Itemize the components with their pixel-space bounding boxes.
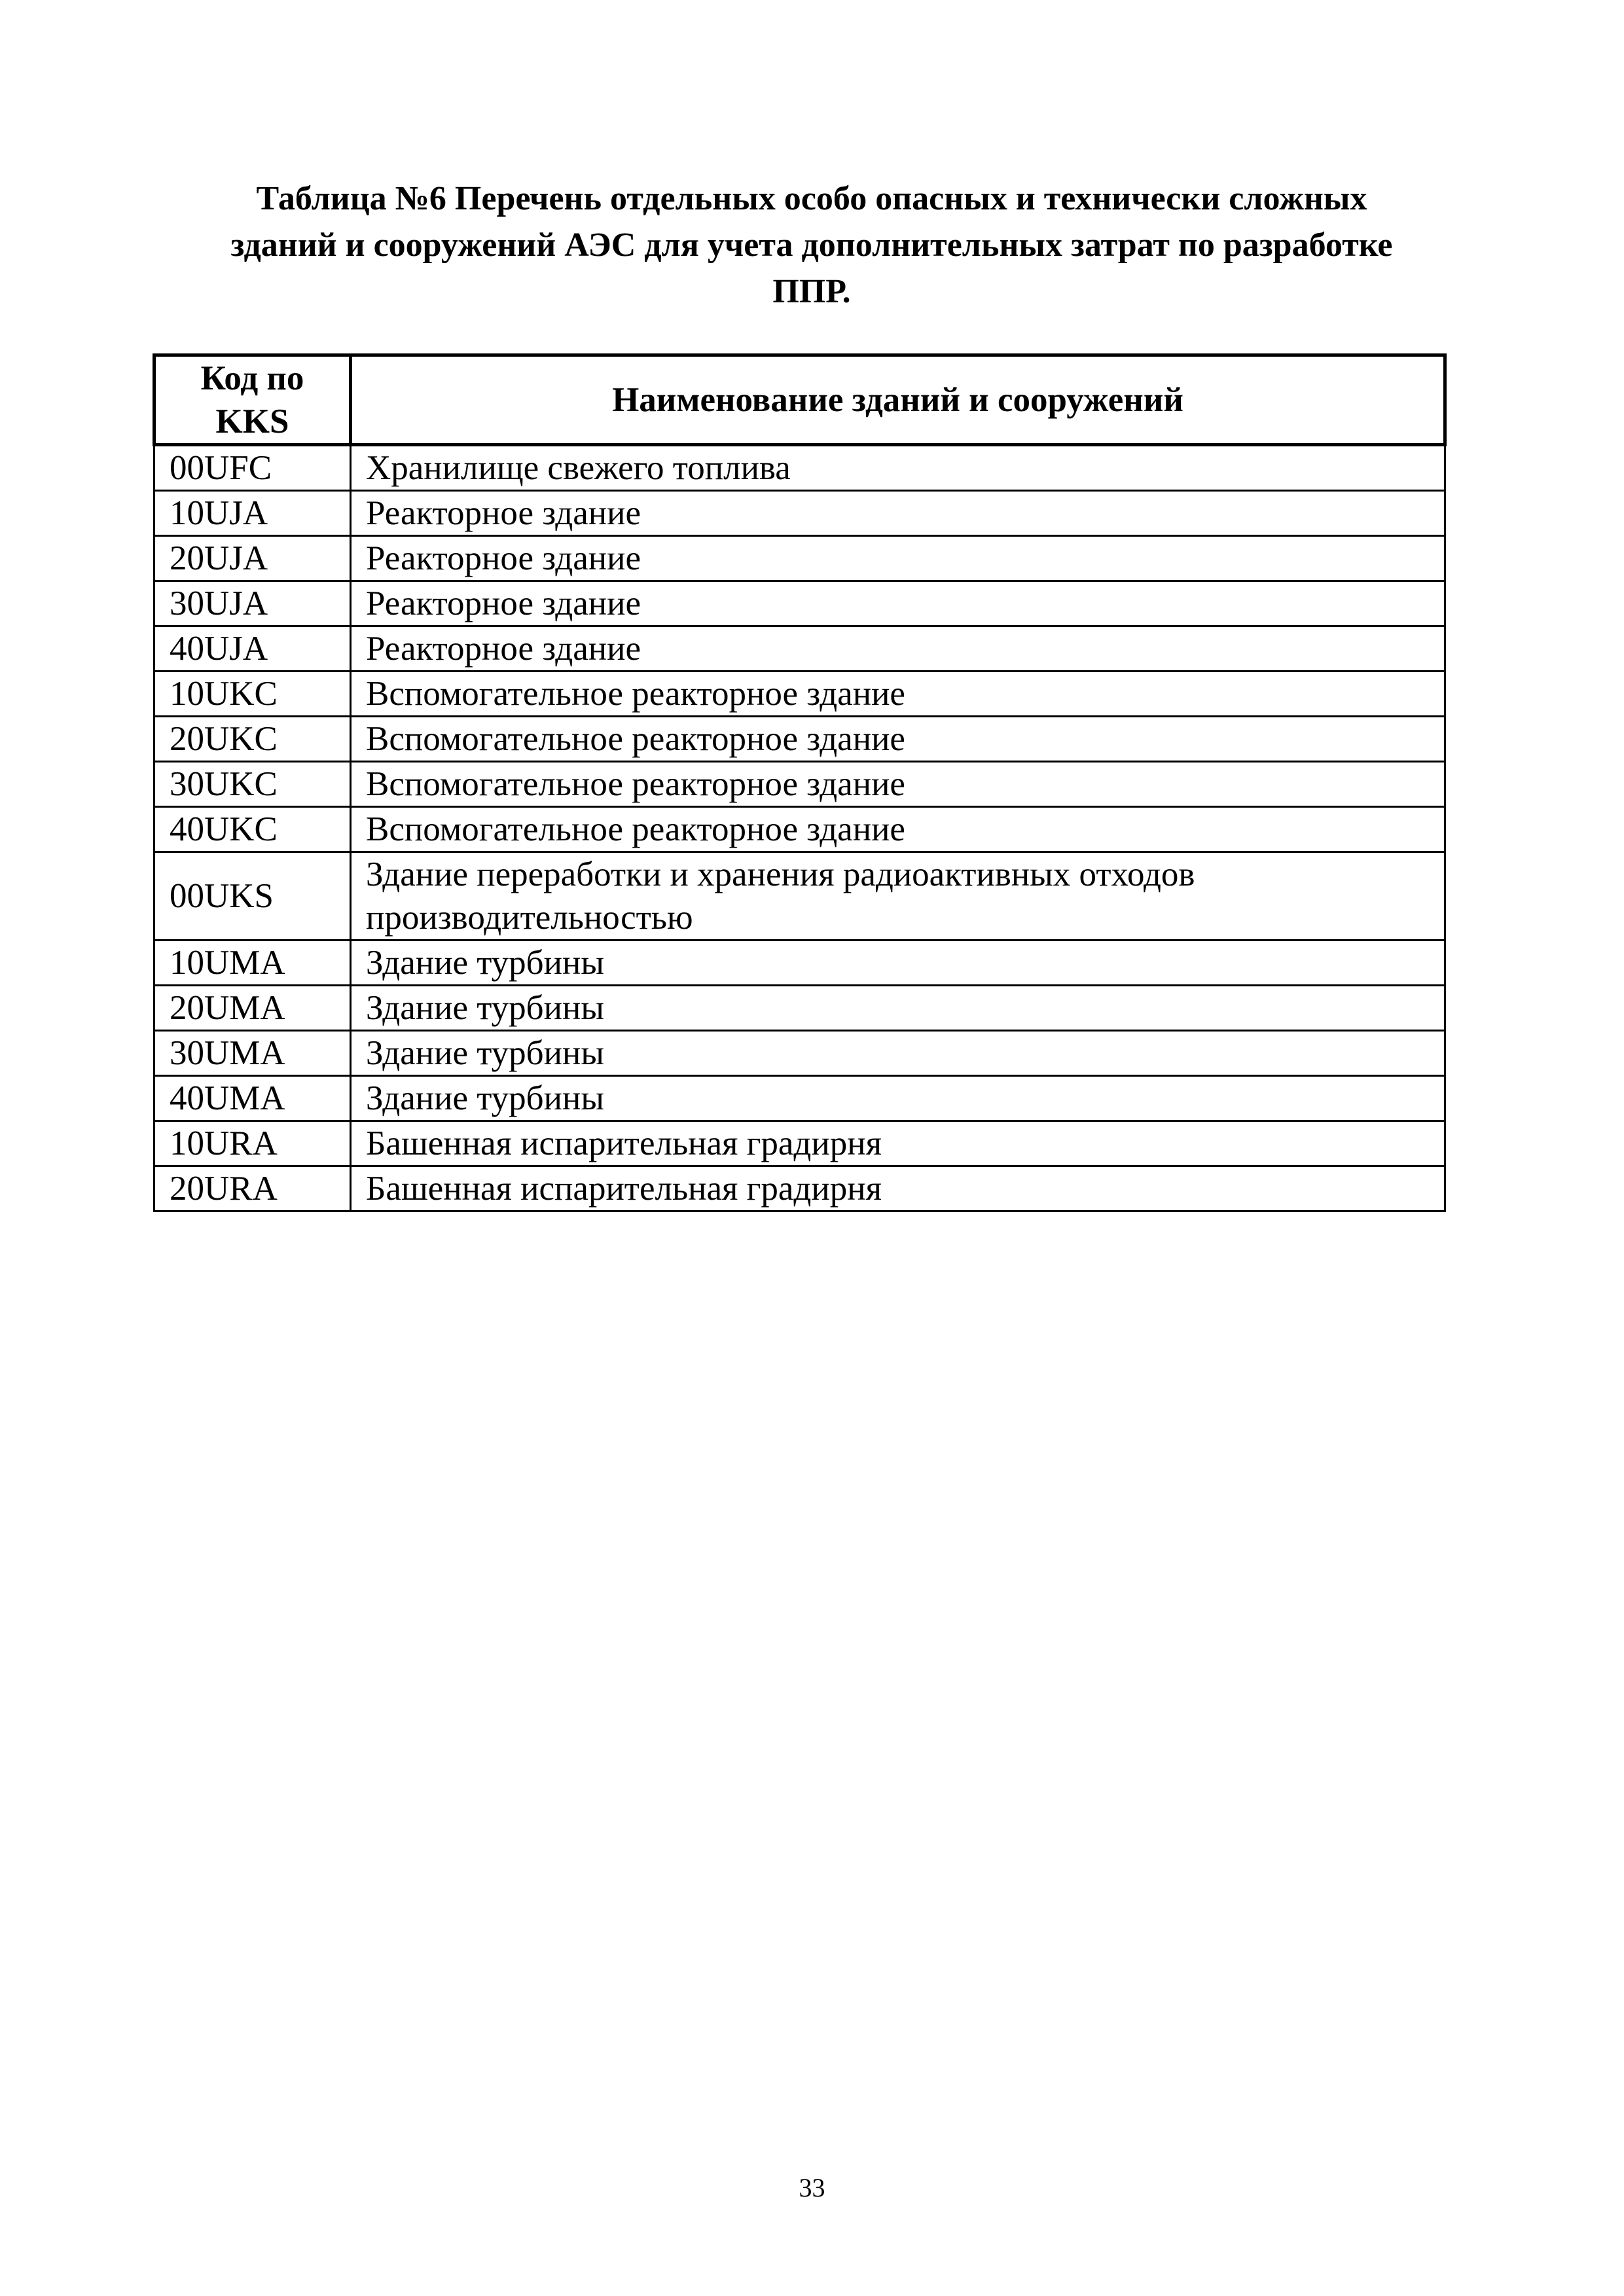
- table-row: [154, 445, 1445, 491]
- table-row: [154, 581, 1445, 626]
- row-code: 20UJA: [154, 536, 351, 581]
- row-name-line-1: Здание переработки и хранения радиоактивных отходов: [366, 855, 1195, 893]
- table-row: [154, 762, 1445, 807]
- table-row: [154, 1166, 1445, 1211]
- row-name: Вспомогательное реакторное здание: [351, 762, 1445, 807]
- row-code: 30UMA: [154, 1031, 351, 1076]
- row-code: 10UMA: [154, 941, 351, 986]
- table-title: [118, 175, 1506, 315]
- table-row: [154, 1076, 1445, 1121]
- table-row: [154, 986, 1445, 1031]
- row-code: 40UMA: [154, 1076, 351, 1121]
- table-title-line-1: Таблица №6 Перечень отдельных особо опасных и технически сложных: [256, 180, 1367, 217]
- table-row: [154, 1121, 1445, 1166]
- table-title-line-3: ППР.: [772, 273, 851, 310]
- header-code-line-1: Код по: [200, 359, 304, 397]
- kks-buildings-table: [153, 353, 1447, 1212]
- table-header-row: [154, 355, 1445, 445]
- row-name: Вспомогательное реакторное здание: [351, 672, 1445, 717]
- row-code: 20UMA: [154, 986, 351, 1031]
- row-code: 00UKS: [154, 852, 351, 941]
- table-row: [154, 491, 1445, 536]
- header-name: Наименование зданий и сооружений: [351, 355, 1445, 445]
- row-name: Реакторное здание: [351, 491, 1445, 536]
- header-code: [154, 355, 351, 445]
- row-name: Здание турбины: [351, 1031, 1445, 1076]
- row-code: 40UKC: [154, 807, 351, 852]
- row-name: Реакторное здание: [351, 626, 1445, 672]
- row-name: Реакторное здание: [351, 536, 1445, 581]
- row-name: Вспомогательное реакторное здание: [351, 717, 1445, 762]
- table-row: [154, 1031, 1445, 1076]
- table-row: [154, 852, 1445, 941]
- table-row: [154, 672, 1445, 717]
- table-row: [154, 626, 1445, 672]
- table-row: [154, 717, 1445, 762]
- row-code: 10UJA: [154, 491, 351, 536]
- row-code: 30UKC: [154, 762, 351, 807]
- row-name: Здание турбины: [351, 986, 1445, 1031]
- row-name: Вспомогательное реакторное здание: [351, 807, 1445, 852]
- row-name-line-2: производительностью: [366, 899, 693, 937]
- row-name: Здание турбины: [351, 941, 1445, 986]
- row-name: Башенная испарительная градирня: [351, 1166, 1445, 1211]
- row-name: Реакторное здание: [351, 581, 1445, 626]
- row-code: 10UKC: [154, 672, 351, 717]
- row-name: Башенная испарительная градирня: [351, 1121, 1445, 1166]
- table-row: [154, 941, 1445, 986]
- table-row: [154, 807, 1445, 852]
- row-code: 40UJA: [154, 626, 351, 672]
- row-code: 00UFC: [154, 445, 351, 491]
- row-name: [351, 852, 1445, 941]
- row-code: 30UJA: [154, 581, 351, 626]
- row-code: 20UKC: [154, 717, 351, 762]
- row-name: Хранилище свежего топлива: [351, 445, 1445, 491]
- table-title-line-2: зданий и сооружений АЭС для учета дополнительных затрат по разработке: [230, 226, 1393, 264]
- row-name: Здание турбины: [351, 1076, 1445, 1121]
- row-code: 10URA: [154, 1121, 351, 1166]
- table-row: [154, 536, 1445, 581]
- page-number: 33: [799, 2173, 825, 2202]
- row-code: 20URA: [154, 1166, 351, 1211]
- header-code-line-2: KKS: [215, 403, 289, 440]
